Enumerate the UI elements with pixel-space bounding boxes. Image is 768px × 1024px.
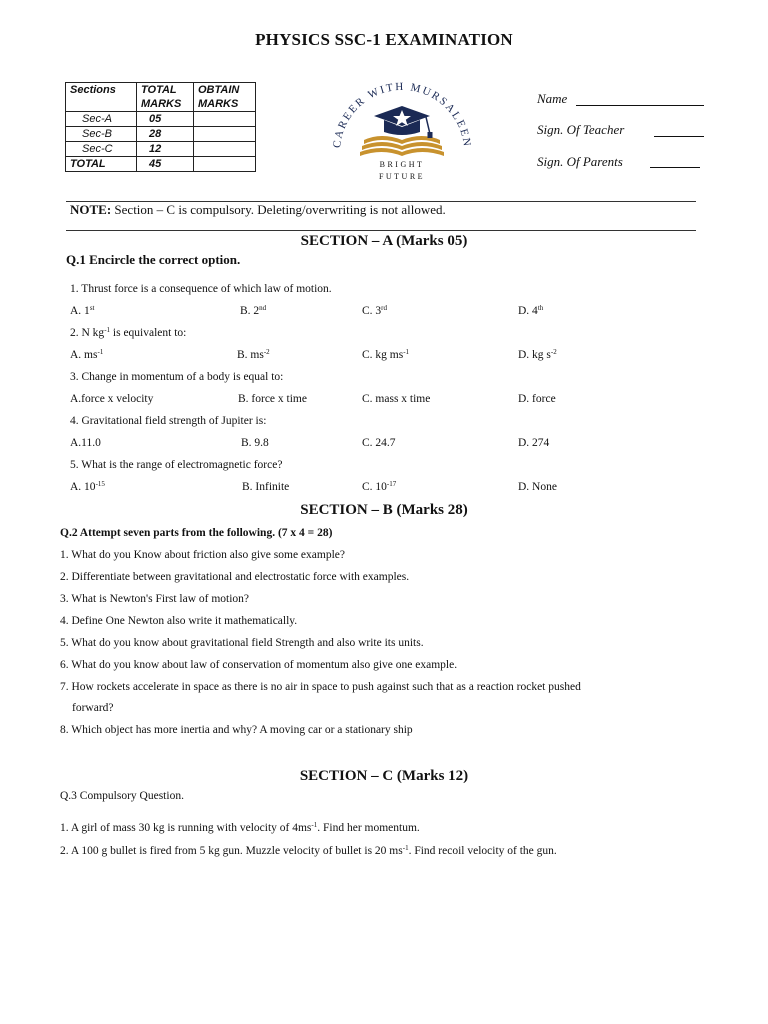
header-total-line2: MARKS [141,98,182,110]
mcq-4-stem: 4. Gravitational field strength of Jupiter is: [70,415,267,427]
teacher-sign-field[interactable] [654,136,704,137]
name-label: Name [537,91,568,106]
list-item: 1. What do you Know about friction also give some example? [60,549,345,561]
logo-future-text: FUTURE [378,172,426,181]
header-total-line1: TOTAL [141,84,177,96]
list-item: 1. A girl of mass 30 kg is running with velocity of $4ms^{-1}$. Find her momentum. [60,821,420,834]
total-label: TOTAL [66,157,137,172]
row-section: Sec-C [66,142,137,157]
section-a-heading: SECTION – A (Marks 05) [300,233,468,249]
book-icon [360,136,444,156]
mcq-2-option-d: D. kg $s^{-2}$ [518,348,557,361]
table-row [66,142,256,157]
table-row-total [66,157,256,172]
table-row [66,112,256,127]
list-item-continuation: forward? [72,702,114,714]
mcq-4-option-d: D. 274 [518,437,550,449]
marks-table [65,82,256,172]
graduation-cap-icon [374,106,433,138]
row-obtain-blank [194,112,256,127]
row-total: 12 [137,142,194,157]
list-item: 3. What is Newton's First law of motion? [60,593,250,605]
total-value: 45 [137,157,194,172]
mcq-5-option-d: D. None [518,481,557,493]
row-section: Sec-B [66,127,137,142]
header-sections: Sections [66,83,137,112]
list-item: 2. Differentiate between gravitational and electrostatic force with examples. [60,571,410,583]
teacher-sign-label: Sign. Of Teacher [537,122,625,137]
table-row [66,127,256,142]
row-obtain-blank [194,127,256,142]
note [70,202,446,218]
note-label: NOTE: [70,202,112,217]
mcq-5-stem: 5. What is the range of electromagnetic force? [70,459,283,471]
section-b-question: Q.2 Attempt seven parts from the following. (7 x 4 = 28) [60,527,333,539]
list-item: 5. What do you know about gravitational field Strength and also write its units. [60,637,424,649]
mcq-3-stem: 3. Change in momentum of a body is equal to: [70,371,284,383]
logo-arc-text: CAREER WITH MURSALEEN [331,80,473,149]
section-a-question: Q.1 Encircle the correct option. [66,252,241,267]
parents-sign-field[interactable] [650,167,700,168]
mcq-3-option-c: C. mass x time [362,393,431,405]
row-total: 28 [137,127,194,142]
list-item: 6. What do you know about law of conservation of momentum also give one example. [60,659,458,671]
mcq-2-stem: 2. N $kg^{-1}$ is equivalent to: [70,326,187,339]
mcq-5-option-b: B. Infinite [242,481,290,493]
mcq-4-option-c: C. 24.7 [362,437,396,449]
section-c-heading: SECTION – C (Marks 12) [299,768,469,784]
header-total-marks [137,83,194,112]
list-item: 2. A 100 g bullet is fired from 5 kg gun. Muzzle velocity of bullet is 20 $ms^{-1}$. Find recoil velocity of the gun. [60,844,557,857]
row-section: Sec-A [66,112,137,127]
mcq-3-option-a: A.force x velocity [70,393,154,405]
mcq-4-option-b: B. 9.8 [241,437,269,449]
section-c-question: Q.3 Compulsory Question. [60,790,184,802]
marks-table-header [66,83,256,112]
section-b-heading: SECTION – B (Marks 28) [300,502,468,518]
mcq-1-option-d: D. 4th [518,304,544,317]
row-obtain-blank [194,142,256,157]
mcq-1-option-a: A. 1st [70,304,95,317]
list-item: 4. Define One Newton also write it mathematically. [60,615,298,627]
header-obtain-line2: MARKS [198,98,239,110]
name-field[interactable] [576,105,704,106]
row-total: 05 [137,112,194,127]
mcq-1-option-c: C. 3rd [362,304,388,317]
list-item: 7. How rockets accelerate in space as there is no air in space to push against such that as a reaction rocket pushed [60,681,581,693]
parents-sign-label: Sign. Of Parents [537,154,623,169]
exam-title: PHYSICS SSC-1 EXAMINATION [255,30,513,49]
mcq-5-option-c: C. $10^{-17}$ [362,480,397,493]
mcq-2-option-c: C. kg $ms^{-1}$ [362,348,410,361]
list-item: 8. Which object has more inertia and why? A moving car or a stationary ship [60,724,413,736]
header-obtain-line1: OBTAIN [198,84,240,96]
logo-bright-text: BRIGHT [379,160,425,169]
note-text: Section – C is compulsory. Deleting/overwriting is not allowed. [111,202,446,217]
mcq-3-option-d: D. force [518,393,556,405]
mcq-5-option-a: A. $10^{-15}$ [70,480,105,493]
header-obtain-marks [194,83,256,112]
mcq-1-stem: 1. Thrust force is a consequence of which law of motion. [70,283,332,295]
mcq-3-option-b: B. force x time [238,393,307,405]
mcq-2-option-b: B. $ms^{-2}$ [237,348,270,361]
divider-bottom [66,230,696,231]
mcq-2-option-a: A. $ms^{-1}$ [70,348,104,361]
total-obtain-blank [194,157,256,172]
mcq-1-option-b: B. 2nd [240,304,267,317]
mcq-4-option-a: A.11.0 [70,437,101,449]
